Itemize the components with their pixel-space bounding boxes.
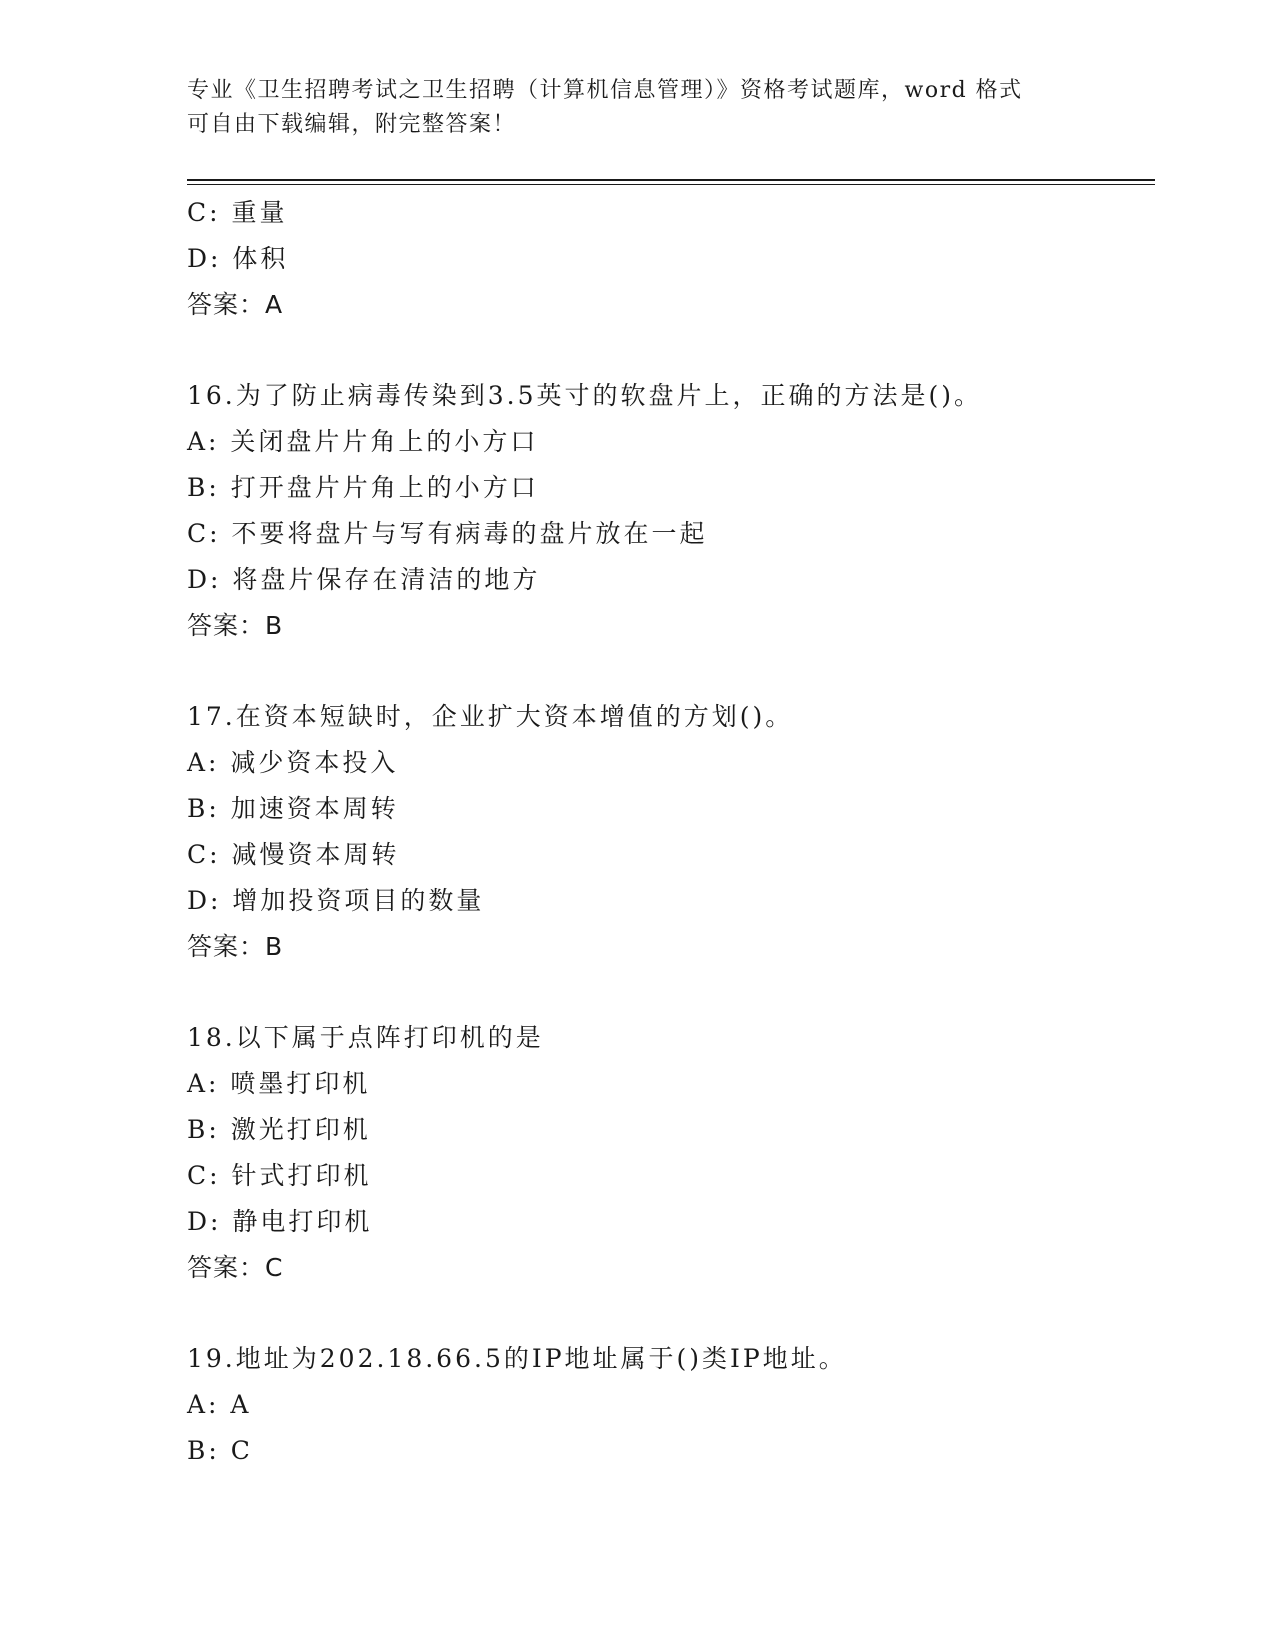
option-b: B: 激光打印机 <box>187 1115 371 1144</box>
option-b: B: C <box>187 1436 253 1465</box>
option-a: A: 减少资本投入 <box>187 748 399 777</box>
question-list <box>187 190 1155 1474</box>
option-b: B: 打开盘片片角上的小方口 <box>187 473 539 502</box>
question-stem: 16.为了防止病毒传染到3.5英寸的软盘片上，正确的方法是()。 <box>187 381 983 410</box>
option-c: C: 减慢资本周转 <box>187 840 400 869</box>
option-d: D: 将盘片保存在清洁的地方 <box>187 565 541 594</box>
question-block-16 <box>187 373 1155 649</box>
header-line-2: 可自由下载编辑，附完整答案！ <box>187 112 517 137</box>
option-d: D: 体积 <box>187 244 289 273</box>
header-divider-thick <box>187 179 1155 181</box>
header-line-1: 专业《卫生招聘考试之卫生招聘（计算机信息管理）》资格考试题库，word 格式 <box>187 78 1023 103</box>
answer-line: 答案：C <box>187 1253 284 1282</box>
answer-line: 答案：A <box>187 290 284 319</box>
option-c: C: 不要将盘片与写有病毒的盘片放在一起 <box>187 519 708 548</box>
question-block-17 <box>187 694 1155 970</box>
header-divider-thin <box>187 184 1155 185</box>
option-a: A: 喷墨打印机 <box>187 1069 371 1098</box>
option-c: C: 针式打印机 <box>187 1161 372 1190</box>
option-d: D: 增加投资项目的数量 <box>187 886 485 915</box>
option-d: D: 静电打印机 <box>187 1207 373 1236</box>
question-stem: 19.地址为202.18.66.5的IP地址属于()类IP地址。 <box>187 1344 847 1373</box>
document-header <box>187 74 1087 142</box>
question-block-18 <box>187 1015 1155 1291</box>
option-a: A: A <box>187 1390 252 1419</box>
question-block-15-tail <box>187 190 1155 328</box>
option-a: A: 关闭盘片片角上的小方口 <box>187 427 539 456</box>
answer-line: 答案：B <box>187 932 284 961</box>
question-stem: 17.在资本短缺时，企业扩大资本增值的方划()。 <box>187 702 794 731</box>
option-b: B: 加速资本周转 <box>187 794 399 823</box>
option-c: C: 重量 <box>187 198 288 227</box>
question-block-19 <box>187 1336 1155 1474</box>
question-stem: 18.以下属于点阵打印机的是 <box>187 1023 544 1052</box>
answer-line: 答案：B <box>187 611 284 640</box>
